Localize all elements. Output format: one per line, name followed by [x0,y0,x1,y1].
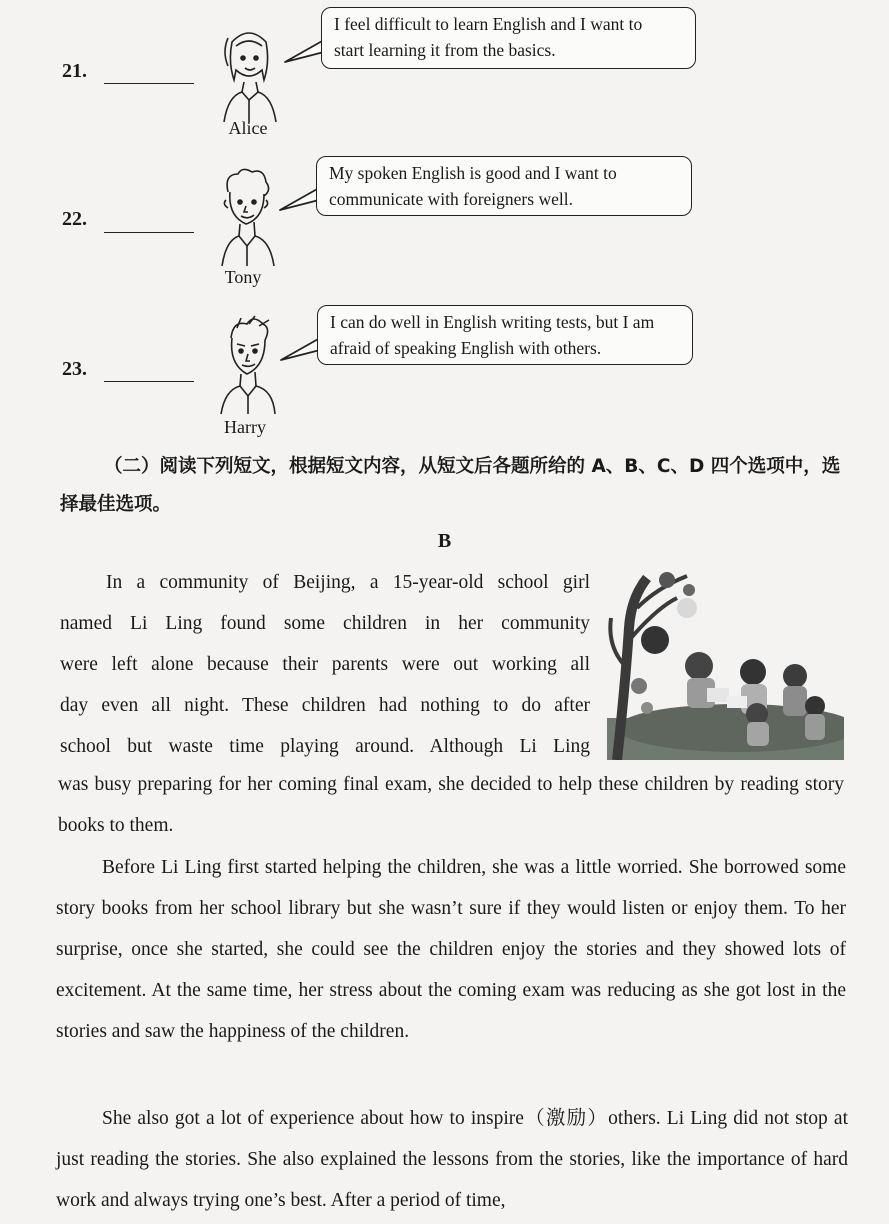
answer-blank-21[interactable] [104,83,194,84]
reading-instruction: （二）阅读下列短文，根据短文内容，从短文后各题所给的 A、B、C、D 四个选项中，选择最佳选项。 [60,456,841,515]
speech-bubble-23 [317,305,693,365]
paragraph-1-continued: was busy preparing for her coming final exam, she decided to help these children by reading story books to them. [58,774,844,836]
paragraph-2: Before Li Ling first started helping the children, she was a little worried. She borrowed some story books from her school library but she wasn’t sure if they would listen or enjoy them. To her surprise, once she started, she could see the children enjoy the stories and they showed lots of excitement. At the same time, her stress about the coming exam was reducing as she got lost in the stories and saw the happiness of the children. [56,857,846,1042]
answer-blank-22[interactable] [104,232,194,233]
speech-line: I can do well in English writing tests, but I am [330,312,655,332]
person-name-tony: Tony [224,267,262,287]
speech-line: communicate with foreigners well. [329,189,573,209]
alice-girl-icon [214,22,284,122]
speech-line: afraid of speaking English with others. [330,338,602,358]
paragraph-3: She also got a lot of experience about how to inspire（激励）others. Li Ling did not stop at just reading the stories. She also explained the lessons from the stories, like the importance of hard work and always trying one’s best. After a period of time, [56,1108,848,1211]
question-number-23: 23. [62,358,87,380]
speech-tail [283,36,325,66]
question-number-21: 21. [62,60,87,82]
person-name-alice: Alice [228,118,268,138]
speech-tail [278,184,320,214]
text-line: were left alone because their parents were out working all [60,654,590,675]
speech-line: start learning it from the basics. [334,40,556,60]
question-number-22: 22. [62,208,87,230]
paragraph-1-wrapped-lines [60,562,590,767]
text-line: school but waste time playing around. Although Li Ling [60,736,590,757]
harry-boy-icon [213,314,283,414]
answer-blank-23[interactable] [104,381,194,382]
tony-boy-icon [212,166,282,266]
speech-line: My spoken English is good and I want to [329,163,617,183]
speech-line: I feel difficult to learn English and I want to [334,14,643,34]
person-name-harry: Harry [224,417,266,437]
children-reading-under-tree-illustration [607,568,844,760]
text-line: In a community of Beijing, a 15-year-old school girl [106,572,590,593]
text-line: day even all night. These children had nothing to do after [60,695,590,716]
speech-tail [279,334,321,364]
speech-bubble-22 [316,156,692,216]
text-line: named Li Ling found some children in her community [60,613,590,634]
section-heading: B [437,530,452,552]
speech-bubble-21 [321,7,696,69]
